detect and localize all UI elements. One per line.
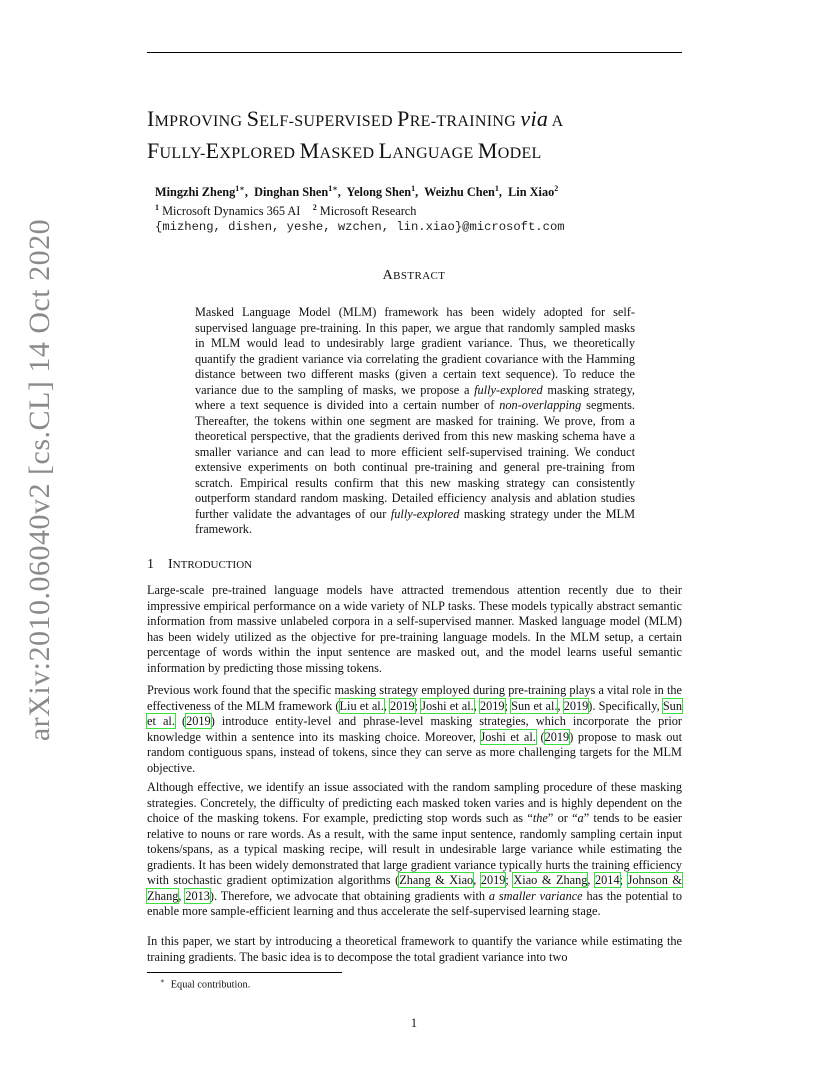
citation-link[interactable]: Joshi et al.: [421, 698, 474, 713]
citation-link[interactable]: Xiao & Zhang: [513, 873, 588, 887]
citation-link[interactable]: 2019: [479, 698, 505, 713]
intro-paragraph-4: In this paper, we start by introducing a theoretical framework to quantify the variance while estimating the training gradients. The basic idea is to decompose the total gradient variance into two: [147, 934, 682, 964]
citation-link[interactable]: Zhang & Xiao: [399, 873, 474, 887]
citation-link[interactable]: 2019: [563, 698, 589, 713]
citation-link[interactable]: Sun et al.: [511, 698, 558, 713]
affiliations: $^1$ Microsoft Dynamics 365 AI $^2$ Microsoft Research: [155, 203, 417, 219]
header-rule: [147, 52, 682, 53]
author-name: Dinghan Shen: [254, 185, 329, 200]
citation-link[interactable]: Joshi et al.: [480, 729, 536, 744]
author-block: [155, 181, 715, 235]
citation-link[interactable]: 2019: [390, 698, 415, 713]
arxiv-stamp: arXiv:2010.06040v2 [cs.CL] 14 Oct 2020: [23, 218, 56, 742]
author-name: Yelong Shen: [346, 185, 412, 200]
citation-link[interactable]: 2014: [595, 873, 620, 887]
author-name: Mingzhi Zheng: [155, 185, 236, 200]
author-names: Mingzhi Zheng$^{1∗}$, Dinghan Shen$^{1∗}$, Yelong Shen$^1$, Weizhu Chen$^1$, Lin Xiao$^2$: [155, 184, 559, 200]
footnote-rule: [147, 972, 342, 973]
author-emails: {mizheng, dishen, yeshe, wzchen, lin.xiao}@microsoft.com: [155, 220, 565, 235]
abstract-heading: ABSTRACT: [382, 268, 446, 283]
page-number: 1: [410, 1016, 418, 1030]
section-heading-introduction: 1 INTRODUCTION: [147, 557, 253, 572]
citation-link[interactable]: Liu et al.: [339, 698, 384, 713]
author-name: Weizhu Chen: [424, 185, 495, 200]
citation-link[interactable]: 2019: [544, 729, 570, 744]
abstract-text: Masked Language Model (MLM) framework has been widely adopted for self-supervised language pre-training. In this paper, we argue that randomly sampled masks in MLM would lead to undesirably large gradient variance. Thus, we theoretically quantify the gradient variance via correlating the gradient covariance with the Hamming distance between two different masks (given a certain text sequence). To reduce the variance due to the sampling of masks, we propose a fully-explored masking strategy, where a text sequence is divided into a certain number of non-overlapping segments. Thereafter, the tokens within one segment are masked for training. We prove, from a theoretical perspective, that the gradients derived from this new masking schema have a smaller variance and can lead to more efficient self-supervised training. We conduct extensive experiments on both continual pre-training and general pre-training from scratch. Empirical results confirm that this new masking strategy can consistently outperform standard random masking. Detailed efficiency analysis and ablation studies further validate the advantages of our fully-explored masking strategy under the MLM framework.: [195, 305, 635, 536]
citation-link[interactable]: 2019: [480, 873, 506, 887]
author-name: Lin Xiao: [508, 185, 555, 200]
citation-link[interactable]: 2013: [185, 888, 210, 903]
intro-paragraph-3: Although effective, we identify an issue associated with the random sampling procedure of these masking strategies. Concretely, the difficulty of predicting each masked token varies and is highly dependent on the choice of the masking tokens. For example, predicting stop words such as “the” or “a” tends to be easier relative to nouns or rare words. As a result, with the same input sentence, randomly sampling certain input tokens/spans, as a typical masking recipe, will result in undesirable large variance while estimating the gradients. It has been widely demonstrated that large gradient variance typically hurts the training efficiency with stochastic gradient optimization algorithms (Zhang & Xiao, 2019; Xiao & Zhang, 2014; Johnson & Zhang, 2013). Therefore, we advocate that obtaining gradients with a smaller variance has the potential to enable more sample-efficient learning and thus accelerate the self-supervised learning stage.: [147, 780, 682, 918]
intro-paragraph-2: Previous work found that the specific masking strategy employed during pre-training plays a vital role in the effectiveness of the MLM framework (Liu et al., 2019; Joshi et al., 2019; Sun et al., 2019). Specifically, Sun et al. (2019) introduce entity-level and phrase-level masking strategies, which incorporate the prior knowledge within a sentence into its masking choice. Moreover, Joshi et al. (2019) propose to mask out random contiguous spans, instead of tokens, since they can serve as more challenging targets for the MLM objective.: [147, 683, 683, 775]
citation-link[interactable]: 2019: [186, 714, 211, 728]
citation-link[interactable]: Sun et al.: [147, 698, 682, 728]
citation-link[interactable]: Johnson & Zhang: [147, 873, 682, 903]
intro-paragraph-1: Large-scale pre-trained language models have attracted tremendous attention recently due to their impressive empirical performance on a wide variety of NLP tasks. These models typically abstract semantic information from massive unlabeled corpora in a self-supervised manner. Masked language model (MLM) has been widely utilized as the objective for pre-training language models. In the MLM setup, a certain percentage of words within the input sentence are masked out, and the model learns useful semantic information by predicting those missing tokens.: [147, 583, 682, 675]
footnote: ∗ Equal contribution.: [160, 977, 251, 991]
paper-title: IMPROVING SELF-SUPERVISED PRE-TRAINING via A FULLY-EXPLORED MASKED LANGUAGE MODEL: [147, 106, 564, 163]
